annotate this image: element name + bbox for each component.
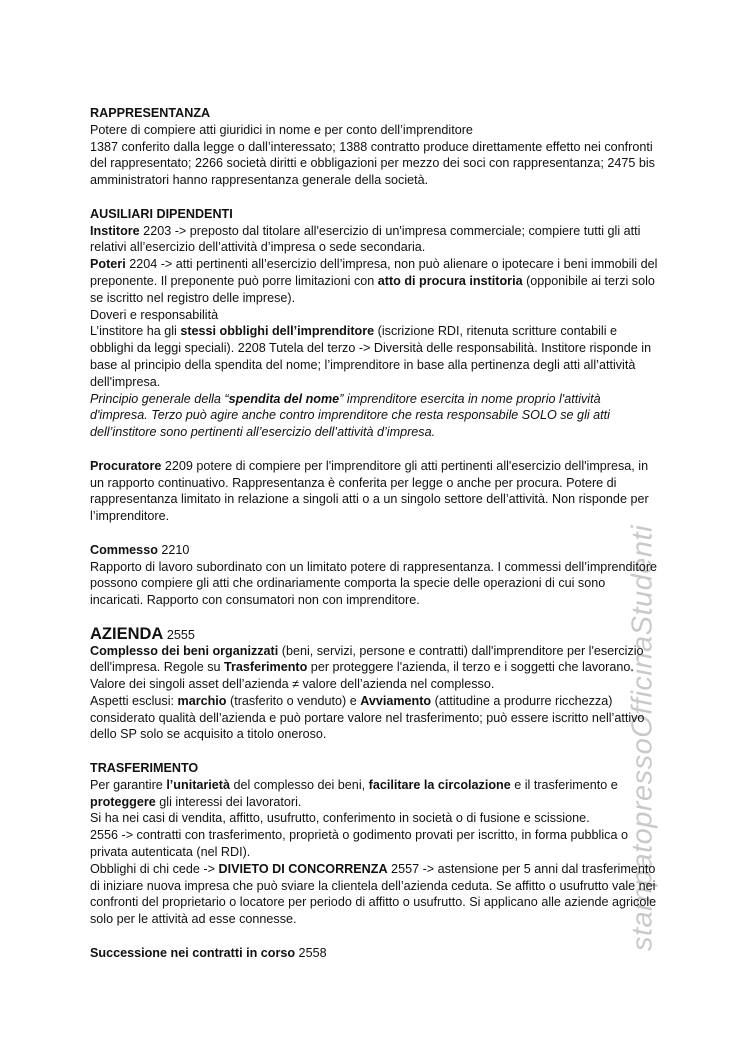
text-run: (iscrizione RDI, ritenuta scritture contabili e bbox=[374, 324, 618, 339]
text-run: Principio generale della “ bbox=[90, 391, 229, 406]
text-run: base al principio della spendita del nome; l’imprenditore in base alla pertinenza degli atti all’attività bbox=[90, 357, 636, 372]
text-run: privata autenticata (nel RDI). bbox=[90, 845, 251, 860]
text-line bbox=[90, 307, 670, 324]
text-line bbox=[90, 693, 670, 710]
bold-text: RAPPRESENTANZA bbox=[90, 106, 211, 120]
text-line bbox=[90, 458, 670, 475]
text-run: (attitudine a produrre ricchezza) bbox=[431, 693, 613, 708]
bold-text: Trasferimento bbox=[224, 660, 308, 675]
bold-text: Commesso bbox=[90, 542, 158, 557]
text-run: confronti del proprietario o locatore per periodo di affitto o usufrutto. Si applicano alle aziende agricole bbox=[90, 895, 657, 910]
bold-text: Institore bbox=[90, 223, 140, 238]
text-run: 1387 conferito dalla legge o dall’interessato; 1388 contratto produce direttamente effetto nei confronti bbox=[90, 139, 653, 154]
text-run: di iniziare nuova impresa che può sviare la clientela dell’azienda ceduta. Se affitto o usufrutto vale nei bbox=[90, 878, 656, 893]
text-run: L’institore ha gli bbox=[90, 324, 181, 339]
text-run: 2209 potere di compiere per l'imprenditore gli atti pertinenti all'esercizio dell'impresa, in bbox=[161, 458, 649, 473]
text-run: dell'impresa. Regole su bbox=[90, 660, 225, 675]
text-run: 2556 -> contratti con trasferimento, proprietà o godimento provati per iscritto, in forma pubblica o bbox=[90, 828, 628, 843]
text-line bbox=[90, 155, 670, 172]
text-line bbox=[90, 861, 670, 878]
text-run: Si ha nei casi di vendita, affitto, usufrutto, conferimento in società o di fusione e scissione. bbox=[90, 811, 590, 826]
text-line bbox=[90, 810, 670, 827]
text-line bbox=[90, 139, 670, 156]
text-line bbox=[90, 894, 670, 911]
bold-text: AUSILIARI DIPENDENTI bbox=[90, 206, 233, 221]
text-line bbox=[90, 827, 670, 844]
text-line bbox=[90, 592, 670, 609]
bold-text: Complesso dei beni organizzati bbox=[90, 643, 279, 658]
text-line bbox=[90, 945, 670, 962]
text-line bbox=[90, 273, 670, 290]
text-run: obblighi da leggi speciali). 2208 Tutela del terzo -> Diversità delle responsabilità. Institore risponde in bbox=[90, 341, 652, 356]
bold-text: stessi obblighi dell’imprenditore bbox=[180, 324, 375, 339]
text-run: un rapporto continuativo. Rappresentanza è conferita per legge o anche per procura. Potere di bbox=[90, 475, 617, 490]
text-line bbox=[90, 911, 670, 928]
text-run: del complesso dei beni, bbox=[230, 777, 369, 792]
blank-line bbox=[90, 928, 670, 945]
blank-line bbox=[90, 441, 670, 458]
text-line bbox=[90, 710, 670, 727]
section-heading: AZIENDA bbox=[90, 624, 164, 643]
text-line bbox=[90, 626, 670, 643]
text-run: considerato qualità dell’azienda e può portare valore nel trasferimento; può essere iscritto nell’attivo bbox=[90, 710, 645, 725]
text-line bbox=[90, 172, 670, 189]
text-line bbox=[90, 659, 670, 676]
text-run: e il trasferimento e bbox=[510, 777, 618, 792]
text-run: del rappresentato; 2266 società diritti e obbligazioni per mezzo dei soci con rappresentanza; 2475 bis bbox=[90, 156, 655, 171]
text-run: (trasferito o venduto) e bbox=[226, 693, 361, 708]
text-line bbox=[90, 340, 670, 357]
text-line bbox=[90, 323, 670, 340]
text-run: 2557 -> astensione per 5 anni dal trasferimento bbox=[387, 861, 656, 876]
text-run: se iscritto nel registro delle imprese). bbox=[90, 290, 296, 305]
text-run: 2204 -> atti pertinenti all’esercizio dell’impresa, non può alienare o ipotecare i beni immobili del bbox=[125, 257, 658, 272]
bold-text: proteggere bbox=[90, 794, 156, 809]
text-run: possono compiere gli atti che ordinariamente comporta la specie delle operazioni di cui sono bbox=[90, 576, 606, 591]
bold-text: marchio bbox=[177, 693, 227, 708]
text-line bbox=[90, 407, 670, 424]
text-run: relativi all’esercizio dell’attività d’impresa o sede secondaria. bbox=[90, 240, 426, 255]
text-line bbox=[90, 559, 670, 576]
document-body bbox=[90, 105, 670, 962]
text-line bbox=[90, 256, 670, 273]
text-line bbox=[90, 374, 670, 391]
text-run: d'impresa. Terzo può agire anche contro imprenditore che resta responsabile SOLO se gli atti bbox=[90, 408, 610, 423]
text-run: incaricati. Rapporto con consumatori non con imprenditore. bbox=[90, 593, 420, 608]
bold-text: spendita del nome bbox=[228, 391, 340, 406]
text-line bbox=[90, 508, 670, 525]
text-line bbox=[90, 844, 670, 861]
text-line bbox=[90, 760, 670, 777]
text-run: 2555 bbox=[163, 627, 195, 642]
text-run: Rapporto di lavoro subordinato con un limitato potere di rappresentanza. I commessi dell’imprenditore bbox=[90, 559, 658, 574]
bold-text: l’unitarietà bbox=[166, 777, 230, 792]
text-run: dell’institore sono pertinenti all’esercizio dell’attività d’impresa. bbox=[90, 425, 436, 440]
text-run: l’imprenditore. bbox=[90, 509, 170, 524]
bold-text: atto di procura institoria bbox=[377, 273, 523, 288]
bold-text: Procuratore bbox=[90, 458, 162, 473]
blank-line bbox=[90, 743, 670, 760]
blank-line bbox=[90, 189, 670, 206]
text-line bbox=[90, 777, 670, 794]
text-run: ” imprenditore esercita in nome proprio l'attività bbox=[339, 391, 601, 406]
bold-text: facilitare la circolazione bbox=[368, 777, 511, 792]
bold-text: Poteri bbox=[90, 257, 126, 272]
text-line bbox=[90, 290, 670, 307]
text-run: dell'impresa. bbox=[90, 374, 161, 389]
bold-text: Avviamento bbox=[360, 693, 432, 708]
blank-line bbox=[90, 609, 670, 626]
text-line bbox=[90, 475, 670, 492]
text-line bbox=[90, 223, 670, 240]
text-line bbox=[90, 206, 670, 223]
bold-text: TRASFERIMENTO bbox=[90, 761, 199, 776]
text-line bbox=[90, 676, 670, 693]
text-line bbox=[90, 726, 670, 743]
text-run: per proteggere l'azienda, il terzo e i soggetti che lavorano. bbox=[307, 660, 634, 675]
text-run: (beni, servizi, persone e contratti) dall'imprenditore per l'esercizio bbox=[278, 643, 644, 658]
text-run: Valore dei singoli asset dell’azienda ≠ valore dell’azienda nel complesso. bbox=[90, 677, 495, 692]
text-line bbox=[90, 542, 670, 559]
text-line bbox=[90, 105, 670, 122]
text-run: Obblighi di chi cede -> bbox=[90, 861, 219, 876]
blank-line bbox=[90, 525, 670, 542]
text-run: Doveri e responsabilità bbox=[90, 307, 219, 322]
text-run: gli interessi dei lavoratori. bbox=[155, 794, 302, 809]
text-run: 2210 bbox=[157, 542, 190, 557]
text-line bbox=[90, 239, 670, 256]
text-run: preponente. Il preponente può porre limitazioni con bbox=[90, 273, 378, 288]
text-line bbox=[90, 122, 670, 139]
text-line bbox=[90, 575, 670, 592]
text-run: amministratori hanno rappresentanza generale della società. bbox=[90, 173, 429, 188]
text-run: Per garantire bbox=[90, 777, 167, 792]
text-line bbox=[90, 878, 670, 895]
text-run: rappresentanza limitato in relazione a singoli atti o a un singolo settore dell’attività. Non risponde per bbox=[90, 492, 649, 507]
text-line bbox=[90, 424, 670, 441]
text-run: (opponibile ai terzi solo bbox=[522, 273, 655, 288]
text-line bbox=[90, 391, 670, 408]
text-run: Potere di compiere atti giuridici in nome e per conto dell’imprenditore bbox=[90, 122, 473, 137]
text-line bbox=[90, 357, 670, 374]
text-run: dello SP solo se acquisito a titolo oneroso. bbox=[90, 727, 327, 742]
bold-text: Successione nei contratti in corso bbox=[90, 945, 296, 960]
text-line bbox=[90, 794, 670, 811]
text-line bbox=[90, 491, 670, 508]
text-run: 2558 bbox=[295, 945, 327, 960]
text-run: solo per le attività ad esse connesse. bbox=[90, 912, 297, 927]
bold-text: DIVIETO DI CONCORRENZA bbox=[218, 861, 388, 876]
text-run: 2203 -> preposto dal titolare all'esercizio di un'impresa commerciale; compiere tutti gli atti bbox=[139, 223, 641, 238]
watermark: stampatopressoOfficinaStudenti bbox=[626, 524, 659, 952]
text-line bbox=[90, 643, 670, 660]
text-run: Aspetti esclusi: bbox=[90, 693, 178, 708]
